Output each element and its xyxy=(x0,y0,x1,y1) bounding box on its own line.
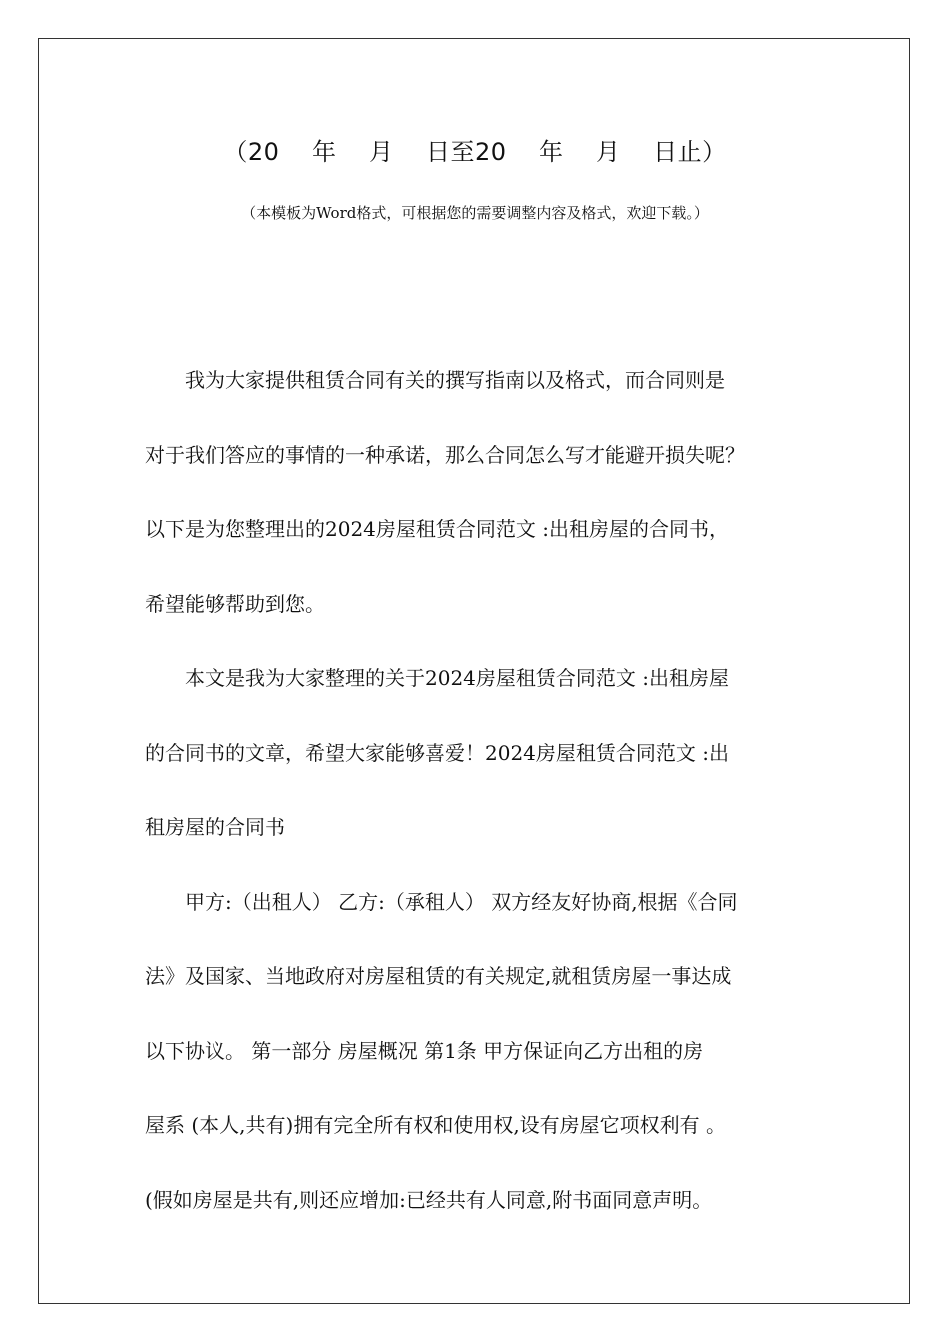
body-line: 屋系 (本人,共有)拥有完全所有权和使用权,设有房屋它项权利有 。 xyxy=(145,1113,727,1137)
body-line: 希望能够帮助到您。 xyxy=(145,591,325,616)
body-line: 以下是为您整理出的2024房屋租赁合同范文 :出租房屋的合同书， xyxy=(145,517,729,541)
body-line: 甲方:（出租人） 乙方:（承租人） 双方经友好协商,根据《合同 xyxy=(145,889,738,914)
body-line: 以下协议。 第一部分 房屋概况 第1条 甲方保证向乙方出租的房 xyxy=(145,1038,704,1063)
document-body xyxy=(145,343,810,1237)
body-line: 的合同书的文章，希望大家能够喜爱！2024房屋租赁合同范文 :出 xyxy=(145,740,729,765)
body-line: 法》及国家、当地政府对房屋租赁的有关规定,就租赁房屋一事达成 xyxy=(145,964,732,988)
body-line: 本文是我为大家整理的关于2024房屋租赁合同范文 :出租房屋 xyxy=(145,666,729,690)
body-line: 我为大家提供租赁合同有关的撰写指南以及格式，而合同则是 xyxy=(145,368,725,392)
body-line: 租房屋的合同书 xyxy=(145,815,285,839)
template-note: （本模板为Word格式，可根据您的需要调整内容及格式，欢迎下载。） xyxy=(241,204,709,222)
body-line: (假如房屋是共有,则还应增加:已经共有人同意,附书面同意声明。 xyxy=(145,1187,713,1212)
body-line: 对于我们答应的事情的一种承诺，那么合同怎么写才能避开损失呢？ xyxy=(145,442,745,467)
date-range-heading: （20 年 月 日至20 年 月 日止） xyxy=(223,138,727,166)
